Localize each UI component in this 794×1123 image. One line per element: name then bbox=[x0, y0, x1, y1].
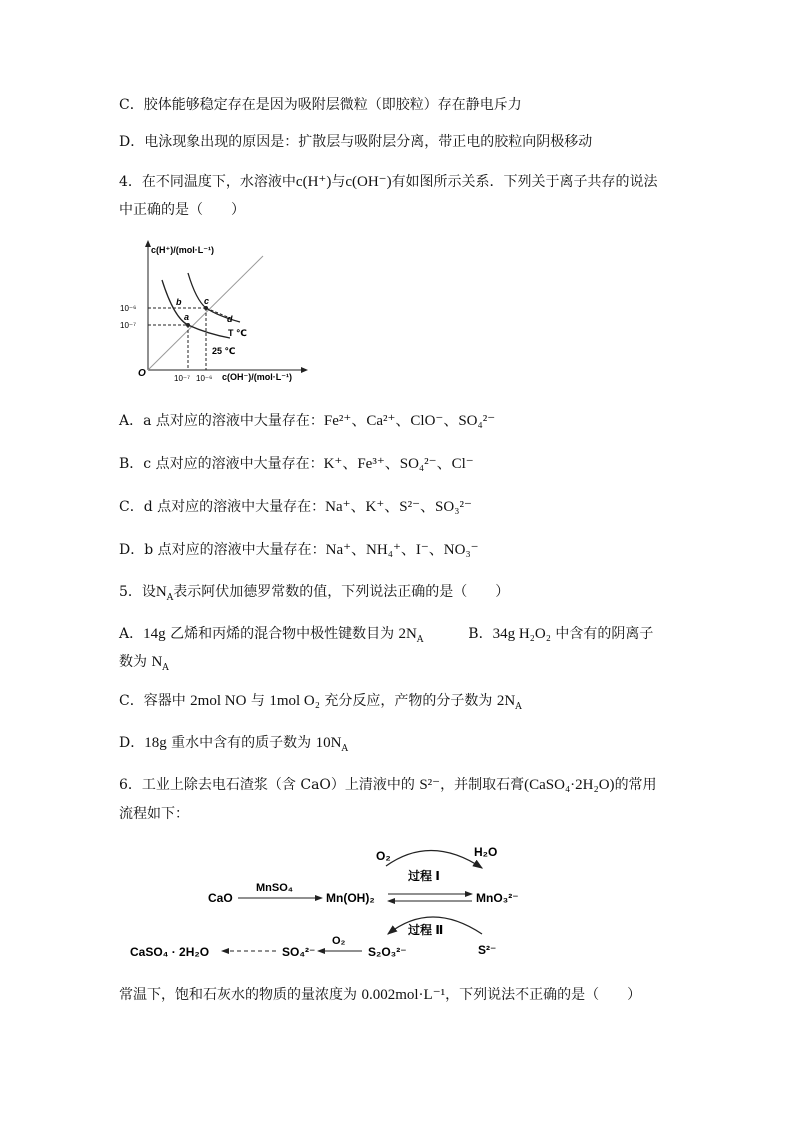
concentration-value: 0.002mol·L⁻¹ bbox=[361, 987, 446, 1003]
option-c-amount: 2mol NO bbox=[190, 693, 247, 709]
q4-stem-part: 与 bbox=[331, 174, 346, 190]
question-5-stem bbox=[119, 583, 509, 601]
x-tick-low: 10⁻⁷ bbox=[174, 374, 191, 383]
point-b-label: b bbox=[176, 297, 182, 307]
x-axis-label: c(OH⁻)/(mol·L⁻¹) bbox=[222, 372, 292, 382]
cao-node: CaO bbox=[208, 891, 233, 905]
q4-option-b bbox=[119, 455, 474, 473]
process2-label: 过程 Ⅱ bbox=[408, 923, 444, 937]
option-ions: K⁺、Fe³⁺、SO₄²⁻、Cl⁻ bbox=[323, 456, 474, 472]
option-d-label: D． bbox=[119, 735, 145, 751]
question-4-stem-line1 bbox=[119, 173, 658, 191]
option-ions: Na⁺、K⁺、S²⁻、SO₃²⁻ bbox=[325, 499, 472, 515]
mno3-node: MnO₃²⁻ bbox=[476, 891, 519, 905]
water-ionization-graph bbox=[118, 238, 318, 386]
option-b-label: B． bbox=[468, 626, 493, 642]
na-subscript: A bbox=[515, 701, 522, 712]
q6-stem-part: 6．工业上除去电石渣浆（含 CaO）上清液中的 bbox=[119, 777, 420, 793]
c-h-expression: c(H⁺) bbox=[295, 174, 332, 190]
option-prefix: A．a 点对应的溶液中大量存在： bbox=[119, 413, 324, 429]
option-c-text: C．容器中 bbox=[119, 693, 191, 709]
q4-option-d bbox=[119, 541, 479, 559]
point-a-label: a bbox=[184, 312, 190, 322]
option-c-previous bbox=[119, 96, 522, 114]
na-subscript: A bbox=[162, 662, 169, 673]
point-c-label: c bbox=[204, 296, 210, 306]
q5-option-b-line2 bbox=[119, 653, 169, 671]
curve-25-label: 25 ℃ bbox=[212, 346, 236, 356]
x-axis-arrow bbox=[301, 367, 308, 373]
gypsum-flow-diagram bbox=[126, 838, 526, 968]
na-subscript: A bbox=[166, 592, 174, 603]
gypsum-formula: (CaSO₄·2H₂O) bbox=[524, 777, 615, 793]
y-tick-low: 10⁻⁷ bbox=[120, 321, 137, 330]
q6-stem-part: 流程如下： bbox=[119, 806, 189, 822]
na-subscript: A bbox=[341, 743, 348, 754]
q5-option-a-b bbox=[119, 625, 653, 643]
mnoh2-node: Mn(OH)₂ bbox=[326, 891, 375, 905]
option-b-value: N bbox=[151, 654, 163, 670]
sulfide-node: S²⁻ bbox=[478, 943, 497, 957]
option-b-text: 中含有的阴离子 bbox=[550, 626, 654, 642]
curve-t-label: T ℃ bbox=[228, 328, 247, 338]
q5-option-d bbox=[119, 734, 348, 752]
q4-stem-part: 中正确的是（ ） bbox=[119, 202, 245, 218]
option-d-mass: 18g bbox=[144, 735, 167, 751]
option-a-value: 2N bbox=[398, 626, 417, 642]
h2o-label: H₂O bbox=[474, 845, 498, 859]
o2-bottom-label: O₂ bbox=[332, 935, 346, 947]
na-symbol: N bbox=[155, 584, 167, 600]
x-tick-high: 10⁻⁶ bbox=[196, 374, 213, 383]
process1-label: 过程 Ⅰ bbox=[408, 869, 440, 883]
q4-option-a bbox=[119, 412, 495, 430]
question-6-tail bbox=[119, 986, 641, 1004]
q4-stem-part: 有如图所示关系．下列关于离子共存的说法 bbox=[391, 174, 658, 190]
option-c-amount: 1mol O₂ bbox=[269, 693, 320, 709]
origin-label: O bbox=[138, 368, 146, 379]
q4-option-c bbox=[119, 498, 472, 516]
option-c-value: 2N bbox=[496, 693, 516, 709]
option-d-value: 10N bbox=[315, 735, 342, 751]
option-c-text: 充分反应，产物的分子数为 bbox=[319, 693, 497, 709]
q4-stem-part: 4．在不同温度下，水溶液中 bbox=[119, 174, 296, 190]
curve-25c bbox=[162, 280, 230, 338]
question-6-stem-line1 bbox=[119, 776, 657, 794]
na-subscript: A bbox=[416, 634, 424, 645]
option-a-text: 乙烯和丙烯的混合物中极性键数目为 bbox=[165, 626, 399, 642]
q6-tail-part: ，下列说法不正确的是（ ） bbox=[445, 987, 642, 1003]
question-4-stem-line2 bbox=[119, 201, 245, 219]
q6-tail-part: 常温下，饱和石灰水的物质的量浓度为 bbox=[119, 987, 362, 1003]
process1-curve bbox=[386, 850, 482, 868]
point-c-marker bbox=[204, 306, 208, 310]
o2-top-label: O₂ bbox=[376, 849, 391, 863]
c-oh-expression: c(OH⁻) bbox=[345, 174, 392, 190]
option-prefix: C．d 点对应的溶液中大量存在： bbox=[119, 499, 326, 515]
gypsum-node: CaSO₄ · 2H₂O bbox=[130, 945, 210, 959]
thiosulfate-node: S₂O₃²⁻ bbox=[368, 945, 407, 959]
point-d-label: d bbox=[227, 314, 233, 324]
q5-stem-part: 表示阿伏加德罗常数的值，下列说法正确的是（ ） bbox=[173, 584, 510, 600]
option-d-text: 重水中含有的质子数为 bbox=[166, 735, 316, 751]
sulfide-ion: S²⁻ bbox=[419, 777, 441, 793]
option-b-substance: 34g H₂O₂ bbox=[492, 626, 551, 642]
q6-stem-part: 的常用 bbox=[614, 777, 657, 793]
q5-stem-part: 5．设 bbox=[119, 584, 156, 600]
option-c-text: 与 bbox=[246, 693, 270, 709]
option-prefix: B．c 点对应的溶液中大量存在： bbox=[119, 456, 324, 472]
option-prefix: D．b 点对应的溶液中大量存在： bbox=[119, 542, 326, 558]
option-ions: Fe²⁺、Ca²⁺、ClO⁻、SO₄²⁻ bbox=[323, 413, 496, 429]
option-ions: Na⁺、NH₄⁺、I⁻、NO₃⁻ bbox=[325, 542, 479, 558]
option-d-previous bbox=[119, 133, 592, 151]
q6-stem-part: ，并制取石膏 bbox=[440, 777, 525, 793]
sulfate-node: SO₄²⁻ bbox=[282, 945, 316, 959]
question-6-stem-line2 bbox=[119, 805, 189, 823]
q5-option-c bbox=[119, 692, 522, 710]
point-a-marker bbox=[186, 323, 190, 327]
option-a-mass: 14g bbox=[143, 626, 166, 642]
y-tick-high: 10⁻⁶ bbox=[120, 304, 137, 313]
option-b-text2: 数为 bbox=[119, 654, 152, 670]
mnso4-label: MnSO₄ bbox=[256, 882, 294, 894]
option-a-label: A． bbox=[119, 626, 144, 642]
option-d-text: D．电泳现象出现的原因是：扩散层与吸附层分离，带正电的胶粒向阴极移动 bbox=[119, 134, 593, 150]
y-axis-label: c(H⁺)/(mol·L⁻¹) bbox=[151, 245, 214, 255]
option-c-text: C．胶体能够稳定存在是因为吸附层微粒（即胶粒）存在静电斥力 bbox=[119, 97, 522, 113]
